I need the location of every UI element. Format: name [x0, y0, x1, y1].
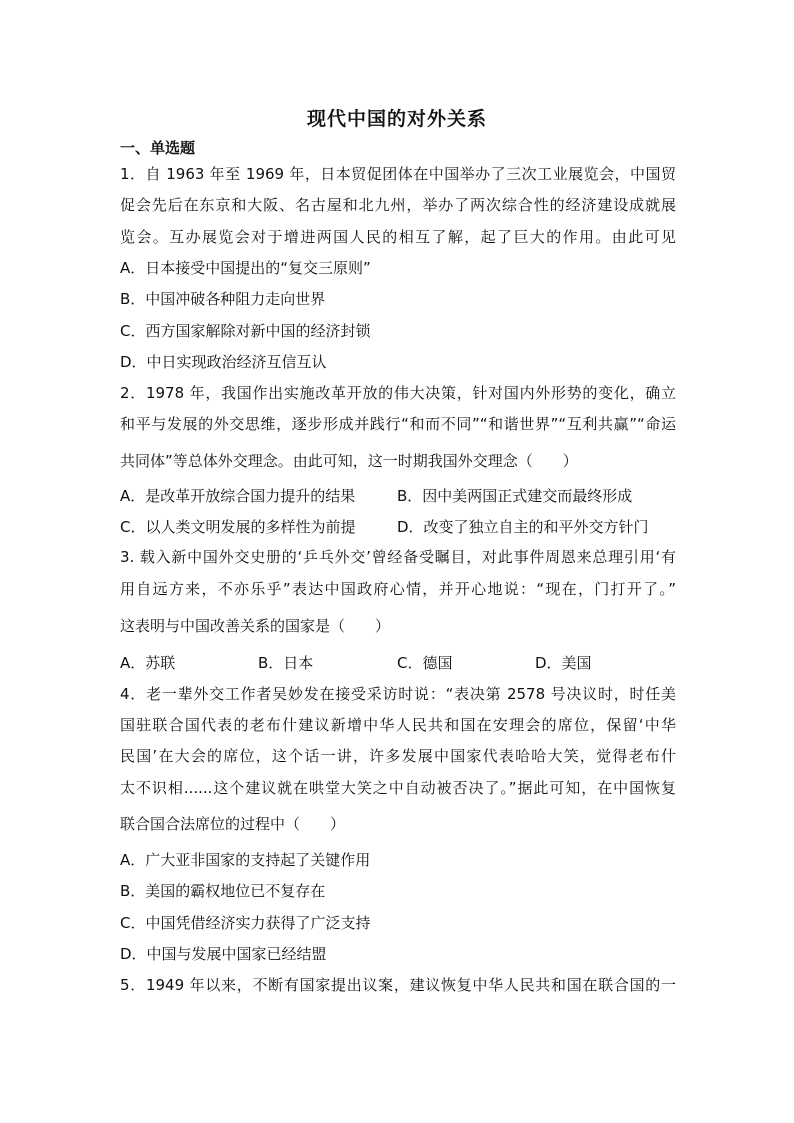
section-heading: 一、单选题	[120, 139, 196, 157]
q5-line-1: 5．1949 年以来，不断有国家提出议案，建议恢复中华人民共和国在联合国的一	[120, 976, 676, 994]
q4-option-d: D．中国与发展中国家已经结盟	[120, 945, 327, 963]
page-title: 现代中国的对外关系	[306, 108, 487, 130]
q1-option-a: A．日本接受中国提出的“复交三原则”	[120, 259, 371, 277]
q4-line-2: 国驻联合国代表的老布什建议新增中华人民共和国在安理会的席位，保留‘中华	[120, 716, 676, 734]
q4-line-4: 太不识相......这个建议就在哄堂大笑之中自动被否决了。”据此可知，在中国恢复	[120, 779, 676, 797]
q3-option-b: B．日本	[258, 654, 314, 672]
q2-option-a: A．是改革开放综合国力提升的结果	[120, 487, 356, 505]
q4-line-1: 4．老一辈外交工作者吴妙发在接受采访时说：“表决第 2578 号决议时，时任美	[120, 685, 676, 703]
q4-line-3: 民国’在大会的席位，这个话一讲，许多发展中国家代表哈哈大笑，觉得老布什	[120, 747, 676, 765]
q4-option-b: B．美国的霸权地位已不复存在	[120, 882, 326, 900]
q2-option-b: B．因中美两国正式建交而最终形成	[397, 487, 633, 505]
q1-option-c: C．西方国家解除对新中国的经济封锁	[120, 322, 371, 340]
q4-option-c: C．中国凭借经济实力获得了广泛支持	[120, 914, 371, 932]
q3-line-2: 用自远方来，不亦乐乎”表达中国政府心情，并开心地说：“现在，门打开了。”	[120, 580, 676, 598]
q3-line-3: 这表明与中国改善关系的国家是（ ）	[120, 617, 391, 635]
q1-option-b: B．中国冲破各种阻力走向世界	[120, 290, 326, 308]
q3-option-d: D．美国	[535, 654, 592, 672]
q2-option-d: D．改变了独立自主的和平外交方针门	[397, 518, 649, 536]
q1-option-d: D．中日实现政治经济互信互认	[120, 353, 327, 371]
q2-line-1: 2．1978 年，我国作出实施改革开放的伟大决策，针对国内外形势的变化，确立	[120, 384, 676, 402]
q4-line-5: 联合国合法席位的过程中（ ）	[120, 815, 346, 833]
q3-line-1: 3. 载入新中国外交史册的‘乒乓外交’曾经备受瞩目，对此事件周恩来总理引用‘有	[120, 548, 676, 566]
q1-line-3: 览会。互办展览会对于增进两国人民的相互了解，起了巨大的作用。由此可见	[120, 228, 676, 246]
q1-line-2: 促会先后在东京和大阪、名古屋和北九州，举办了两次综合性的经济建设成就展	[120, 196, 676, 214]
q3-option-c: C．德国	[397, 654, 453, 672]
q3-option-a: A．苏联	[120, 654, 176, 672]
q4-option-a: A．广大亚非国家的支持起了关键作用	[120, 851, 371, 869]
q1-line-1: 1．自 1963 年至 1969 年，日本贸促团体在中国举办了三次工业展览会，中国贸	[120, 165, 676, 183]
q2-line-2: 和平与发展的外交思维，逐步形成并践行“和而不同”“和谐世界”“互利共赢”“命运	[120, 415, 676, 433]
q2-line-3: 共同体”等总体外交理念。由此可知，这一时期我国外交理念（ ）	[120, 452, 578, 470]
q2-option-c: C．以人类文明发展的多样性为前提	[120, 518, 356, 536]
